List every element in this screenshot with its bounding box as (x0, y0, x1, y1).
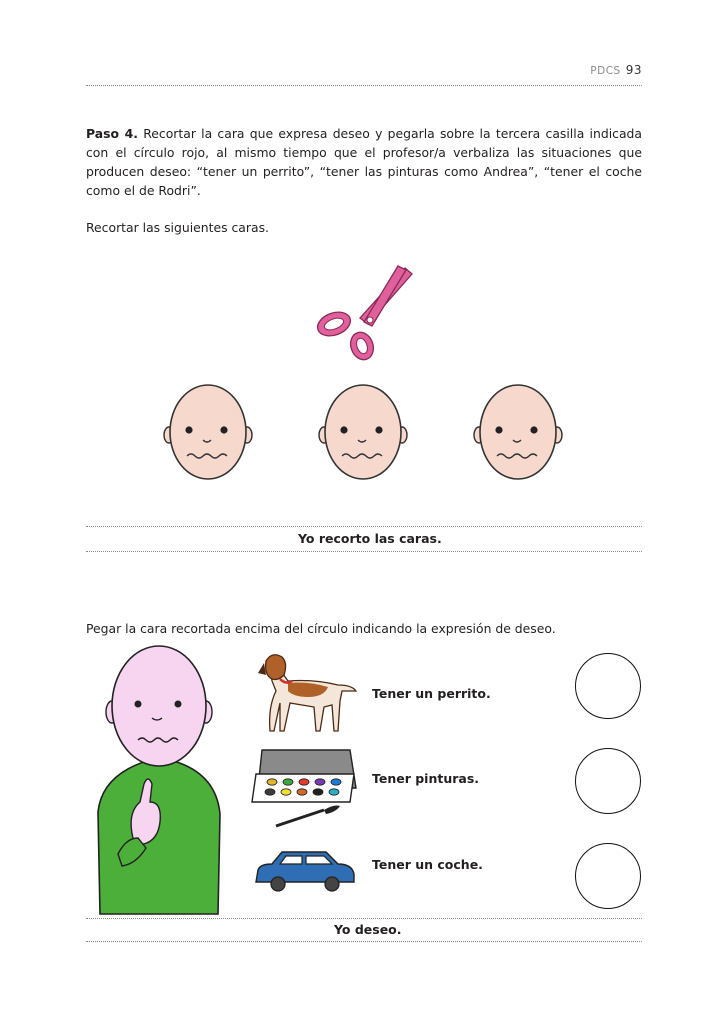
page-number: 93 (625, 63, 642, 77)
step-paragraph (86, 124, 642, 200)
wish-label-dog: Tener un perrito. (372, 686, 491, 701)
wish-caption-divider-top (86, 918, 642, 919)
face-cutout-1 (163, 382, 253, 482)
cut-caption-divider-bottom (86, 551, 642, 552)
wish-label-paints: Tener pinturas. (372, 771, 480, 786)
header-label: PDCS (590, 65, 621, 77)
header-divider (86, 85, 642, 86)
scissors-icon (310, 262, 420, 362)
step-title: Paso 4. (86, 126, 138, 141)
face-cutout-3 (473, 382, 563, 482)
dog-icon (258, 651, 360, 733)
cut-instruction: Recortar las siguientes caras. (86, 220, 269, 235)
step-text: Recortar la cara que expresa deseo y pegarla sobre la tercera casilla indicada con el círculo rojo, al mismo tiempo que el profesor/a verbaliza las situaciones que producen deseo: “tener un perrito”, “tener las pinturas como Andrea”, “tener el coche como el de Rodri”. (86, 126, 642, 198)
boy-wishing-icon (92, 642, 232, 914)
wish-label-car: Tener un coche. (372, 857, 483, 872)
cut-caption: Yo recorto las caras. (298, 531, 442, 546)
cut-caption-divider-top (86, 526, 642, 527)
wish-caption-divider-bottom (86, 941, 642, 942)
page-header (590, 63, 642, 77)
car-icon (254, 848, 356, 892)
paint-set-icon (252, 748, 358, 832)
face-cutout-2 (318, 382, 408, 482)
wish-caption: Yo deseo. (334, 922, 402, 937)
paste-instruction: Pegar la cara recortada encima del círculo indicando la expresión de deseo. (86, 621, 556, 636)
paste-circle-3 (575, 843, 641, 909)
paste-circle-2 (575, 748, 641, 814)
paste-circle-1 (575, 653, 641, 719)
